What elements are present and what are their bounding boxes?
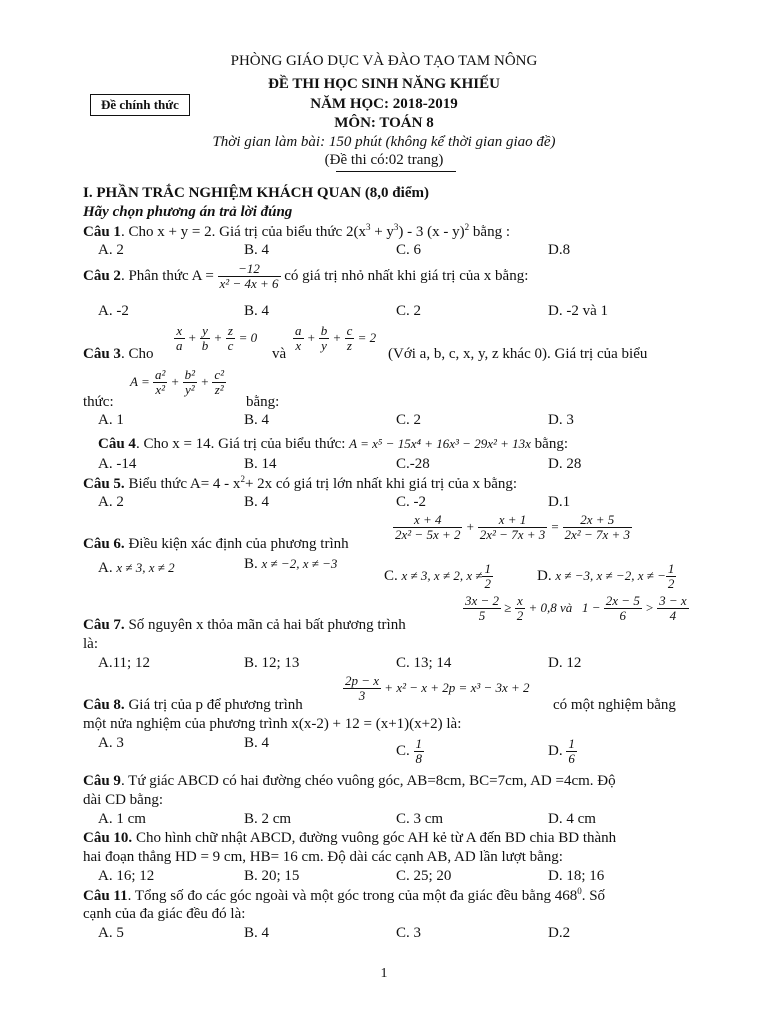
option-c: C. 13; 14 bbox=[396, 655, 452, 671]
option-b: B. 12; 13 bbox=[244, 655, 300, 671]
exam-time: Thời gian làm bài: 150 phút (không kể thời gian giao đề) bbox=[212, 134, 556, 150]
section-title: I. PHẦN TRẮC NGHIỆM KHÁCH QUAN (8,0 điểm) bbox=[83, 185, 429, 201]
option-b: B. 4 bbox=[244, 494, 270, 510]
equation-q8: $\frac{2p - x}{3}$ + x² − x + 2p = x³ − 3x + 2 bbox=[345, 673, 530, 704]
option-c: C. x ≠ 3, x ≠ 2, x ≠ $\frac{1}{2}$ bbox=[384, 561, 491, 592]
question-5: Câu 5. Biểu thức $A= 4 - x^2+ 2x$ có giá trị lớn nhất khi giá trị của x bằng: bbox=[83, 474, 518, 492]
expression-a: A = $\frac{\text{a²}}{\text{x²}}$ + $\frac{\text{b²}}{\text{y²}}$ + $\frac{\text{c²}}{\text{z²}}$ bbox=[130, 367, 225, 398]
option-d: D. x ≠ −3, x ≠ −2, x ≠ − $\frac{1}{2}$ bbox=[537, 561, 675, 592]
section-instruction: Hãy chọn phương án trả lời đúng bbox=[83, 204, 293, 220]
question-8: Câu 8. Giá trị của p để phương trình bbox=[83, 697, 303, 713]
equation-sum-two: $\frac{a}{x}$ + $\frac{b}{y}$ + $\frac{c}{z}$ = 2 bbox=[295, 323, 377, 354]
school-year: NĂM HỌC: 2018-2019 bbox=[310, 96, 458, 112]
fraction: $\frac{-12}{\text{x² − 4x + 6}}$ bbox=[219, 261, 279, 292]
option-a: A. 2 bbox=[98, 242, 124, 258]
option-a: A. x ≠ 3, x ≠ 2 bbox=[98, 560, 175, 576]
question-8-post: có một nghiệm bằng bbox=[553, 697, 676, 713]
equation-sum-zero: $\frac{x}{a}$ + $\frac{y}{b}$ + $\frac{z}{c}$ = 0 bbox=[176, 323, 258, 354]
option-c: C. 3 cm bbox=[396, 811, 444, 827]
option-a: A. 16; 12 bbox=[98, 868, 155, 884]
option-a: A. 1 bbox=[98, 412, 124, 428]
option-c: C. 3 bbox=[396, 925, 422, 941]
option-c: C.-28 bbox=[396, 456, 430, 472]
question-2: Câu 2. Phân thức A = $\frac{-12}{\text{x² − 4x + 6}}$ có giá trị nhỏ nhất khi giá trị của x bằng: bbox=[83, 261, 529, 292]
option-c: C. 6 bbox=[396, 242, 422, 258]
option-d: D. 3 bbox=[548, 412, 574, 428]
question-1: Câu 1. Cho x + y = 2. Giá trị của biểu thức $2(x^3 + y^3) - 3$ (x - y)$^2$ bằng : bbox=[83, 222, 510, 240]
exam-title: ĐỀ THI HỌC SINH NĂNG KHIẾU bbox=[268, 76, 500, 92]
page-number: 1 bbox=[380, 966, 388, 981]
option-d: D. 12 bbox=[548, 655, 582, 671]
question-10-line2: hai đoạn thẳng HD = 9 cm, HB= 16 cm. Độ dài các cạnh AB, AD lần lượt bằng: bbox=[83, 849, 563, 865]
question-3-bang: bằng: bbox=[246, 394, 280, 410]
question-6: Câu 6. Điều kiện xác định của phương trình bbox=[83, 536, 349, 552]
inequality-system: $\frac{3x - 2}{5}$ ≥ $\frac{x}{2}$ + 0,8 và 1 − $\frac{2x - 5}{6}$ > $\frac{3 - x}{4}$ bbox=[465, 593, 687, 624]
option-c: C. -2 bbox=[396, 494, 426, 510]
option-d: D.8 bbox=[548, 242, 571, 258]
question-3-label: Câu 3. Cho bbox=[83, 346, 154, 362]
option-a: A. 5 bbox=[98, 925, 124, 941]
option-b: B. 2 cm bbox=[244, 811, 292, 827]
page-count: (Đề thi có:02 trang) bbox=[324, 152, 444, 168]
option-d: D. 28 bbox=[548, 456, 582, 472]
option-a: A. -2 bbox=[98, 303, 129, 319]
option-d: D. -2 và 1 bbox=[548, 303, 608, 319]
option-d: D.1 bbox=[548, 494, 571, 510]
option-d: D. 4 cm bbox=[548, 811, 596, 827]
question-8-line2: một nửa nghiệm của phương trình x(x-2) + 12 = (x+1)(x+2) là: bbox=[83, 716, 462, 732]
option-a: A. 1 cm bbox=[98, 811, 146, 827]
option-c: C. $\frac{1}{8}$ bbox=[396, 736, 423, 767]
question-9-line2: dài CD bằng: bbox=[83, 792, 163, 808]
option-a: A.11; 12 bbox=[98, 655, 150, 671]
option-b: B. 4 bbox=[244, 735, 270, 751]
question-4: Câu 4. Cho x = 14. Giá trị của biểu thức: A = x⁵ − 15x⁴ + 16x³ − 29x² + 13x bằng: bbox=[98, 436, 568, 452]
option-d: D. 18; 16 bbox=[548, 868, 605, 884]
question-3-text: (Với a, b, c, x, y, z khác 0). Giá trị của biểu bbox=[388, 346, 648, 362]
option-b: B. 4 bbox=[244, 303, 270, 319]
header-divider bbox=[336, 171, 456, 172]
option-a: A. 3 bbox=[98, 735, 124, 751]
option-c: C. 2 bbox=[396, 303, 422, 319]
agency: PHÒNG GIÁO DỤC VÀ ĐÀO TẠO TAM NÔNG bbox=[230, 53, 538, 69]
equation-q6: $\frac{x + 4}{\text{2x² − 5x + 2}}$ + $\frac{x + 1}{\text{2x² − 7x + 3}}$ = $\frac{2x + 5}{\text{2x² − 7x + 3}}$ bbox=[395, 512, 631, 543]
option-b: B. 20; 15 bbox=[244, 868, 300, 884]
question-7-la: là: bbox=[83, 636, 98, 652]
conjunction: và bbox=[272, 346, 287, 362]
option-c: C. 2 bbox=[396, 412, 422, 428]
option-b: B. 14 bbox=[244, 456, 277, 472]
option-b: B. x ≠ −2, x ≠ −3 bbox=[244, 556, 338, 572]
question-label: Câu 1 bbox=[83, 224, 121, 240]
option-c: C. 25; 20 bbox=[396, 868, 452, 884]
question-11: Câu 11. Tổng số đo các góc ngoài và một góc trong của một đa giác đều bằng $468^0$. Số bbox=[83, 886, 606, 904]
option-b: B. 4 bbox=[244, 412, 270, 428]
option-d: D. $\frac{1}{6}$ bbox=[548, 736, 575, 767]
question-10: Câu 10. Cho hình chữ nhật ABCD, đường vuông góc AH kẻ từ A đến BD chia BD thành bbox=[83, 830, 617, 846]
subject: MÔN: TOÁN 8 bbox=[334, 115, 434, 131]
option-b: B. 4 bbox=[244, 242, 270, 258]
question-9: Câu 9. Tứ giác ABCD có hai đường chéo vuông góc, AB=8cm, BC=7cm, AD =4cm. Độ bbox=[83, 773, 616, 789]
option-b: B. 4 bbox=[244, 925, 270, 941]
official-badge: Đề chính thức bbox=[90, 94, 190, 116]
option-a: A. 2 bbox=[98, 494, 124, 510]
question-3-thuc: thức: bbox=[83, 394, 114, 410]
polynomial: A = x⁵ − 15x⁴ + 16x³ − 29x² + 13x bbox=[349, 436, 531, 451]
question-7: Câu 7. Số nguyên x thỏa mãn cả hai bất phương trình bbox=[83, 617, 406, 633]
option-d: D.2 bbox=[548, 925, 571, 941]
question-11-line2: cạnh của đa giác đều đó là: bbox=[83, 906, 246, 922]
option-a: A. -14 bbox=[98, 456, 137, 472]
